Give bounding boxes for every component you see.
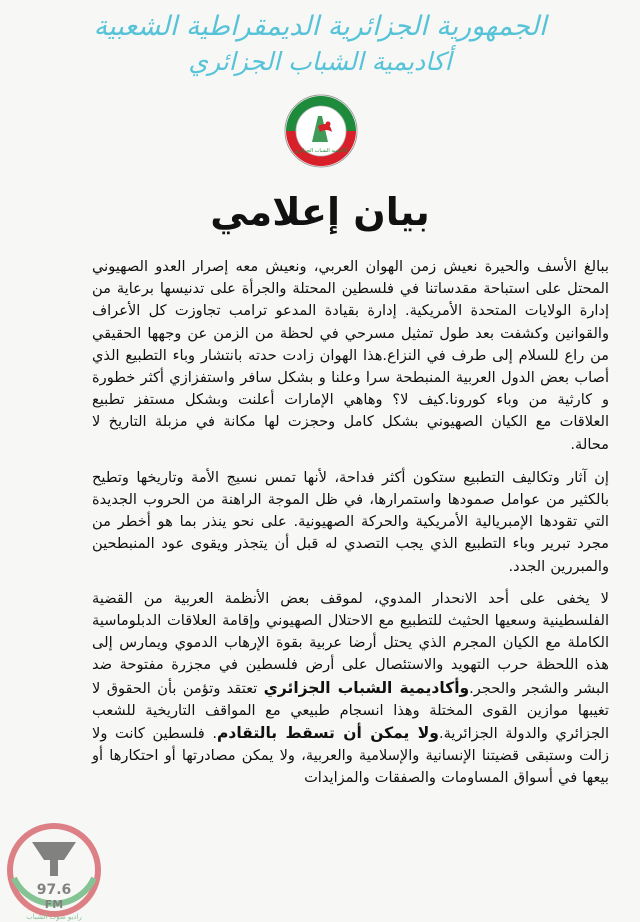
paragraph-1: ببالغ الأسف والحيرة نعيش زمن الهوان العربي، ونعيش معه إصرار العدو الصهيوني المحتل على استباحة مقدساتنا في فلسطين المحتلة والجرأة على تدنيسها برعاية من إدارة الولايات المتحدة الأمريكية. إدارة بقيادة المدعو ترامب تجاوزت كل الأعراف والقوانين وكشفت بعد طول تمثيل مسرحي في لحظة من الزمن عن وجهها الحقيقي من راع للسلام إلى طرف في النزاع.هذا الهوان زادت حدته بانتشار وباء التطبيع الذي أصاب بعض الدول العربية المنبطحة سرا وعلنا و بشكل سافر واستفزازي أكثر خطورة و كارثية من وباء كورونا.كيف لا؟ وهاهي الإمارات أعلنت وبشكل مستفز تطبيع العلاقات مع الكيان الصهيوني بشكل كامل وحجزت لها مكانة في مزبلة التاريخ لا محالة.	[92, 258, 609, 453]
document-title: بيان إعلامي	[210, 190, 430, 234]
academy-name-bold: وأكاديمية الشباب الجزائري	[263, 678, 470, 697]
header	[0, 8, 640, 78]
watermark-caption: راديو صوت الشباب	[26, 913, 82, 921]
watermark-band: FM	[44, 898, 64, 911]
academy-logo	[284, 94, 358, 168]
paragraph-3-part-a: لا يخفى على أحد الانحدار المدوي، لموقف بعض الأنظمة العربية من القضية الفلسطينية وسعيها الحثيث للتطبيع مع الاحتلال الصهيوني وإقامة العلاقات الدبلوماسية الكاملة مع الكيان المجرم الذي يحتل أرضا عربية بقوة الإرهاب الدموي ويمارس إلى هذه اللحظة حرب التهويد والاستئصال على أرض فلسطين في مجزرة مفتوحة ضد البشر والشجر والحجر.	[92, 589, 609, 697]
paragraph-3	[92, 588, 609, 790]
logo-caption: أكاديمية الشباب الجزائري	[294, 148, 348, 154]
watermark-frequency: 97.6	[36, 882, 72, 898]
paragraph-3-part-c: . فلسطين كانت ولا زالت وستبقى قضيتنا الإنسانية والإسلامية والعربية، ولا يمكن مصادرتها أو احتكارها أو بيعها في أسواق المساومات والصفقات والمزايدات	[92, 725, 609, 787]
paragraph-2: إن آثار وتكاليف التطبيع ستكون أكثر فداحة، لأنها تمس نسيج الأمة وتاريخها وتطيح بالكثير من عوامل صمودها واستمرارها، في ظل الموجة الراهنة من الحروب الجديدة التي تقودها الإمبريالية الأمريكية والحركة الصهيونية. على نحو ينذر بما هو أخطر من مجرد تبرير وباء التطبيع الذي يجب التصدي له قبل أن يتجذر ويقوى عود المنبطحين والمبررين الجدد.	[92, 468, 609, 575]
statement-body	[92, 256, 609, 790]
radio-watermark	[6, 820, 102, 922]
microphone-icon	[32, 842, 76, 860]
statute-phrase-bold: ولا يمكن أن تسقط بالتقادم	[217, 724, 439, 743]
republic-title: الجمهورية الجزائرية الديمقراطية الشعبية	[93, 11, 547, 42]
paragraph-3-part-b: تعتقد وتؤمن بأن الحقوق لا تغيبها موازين القوى المختلة وهذا انسجام طبيعي مع المواقف التاريخية للشعب الجزائري والدولة الجزائرية.	[92, 679, 609, 743]
academy-title: أكاديمية الشباب الجزائري	[188, 47, 452, 76]
